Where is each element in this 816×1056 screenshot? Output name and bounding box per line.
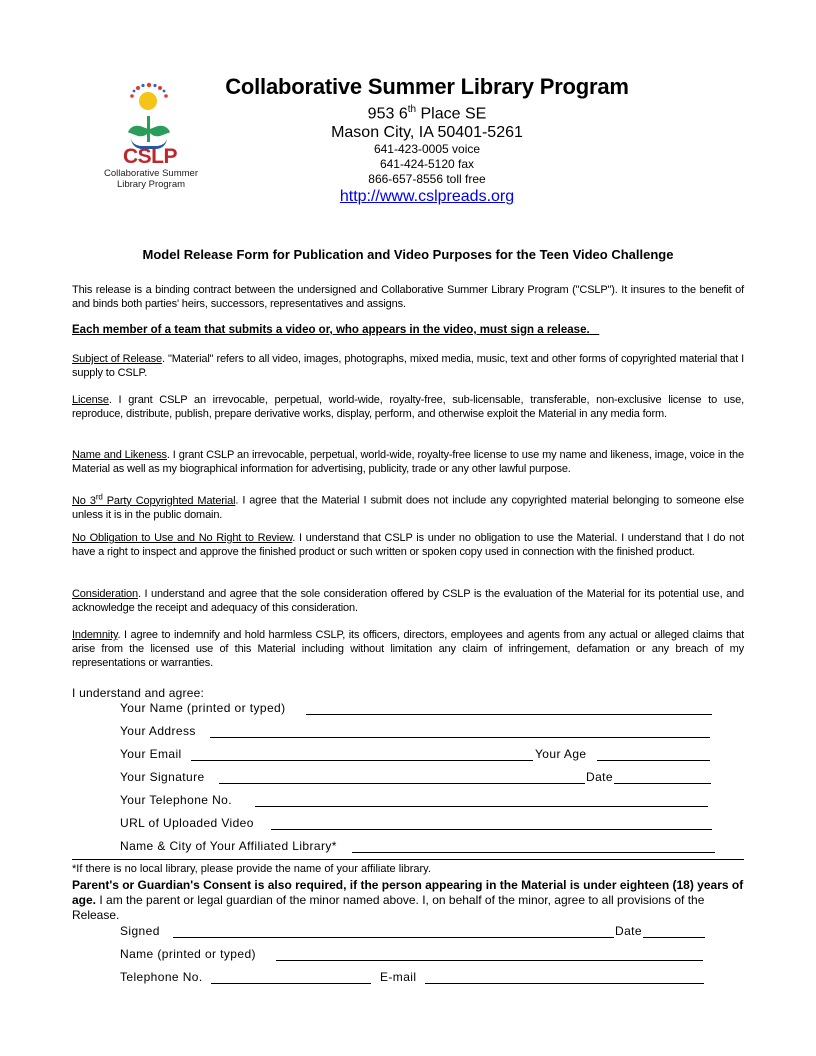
agree-label: I understand and agree:	[72, 686, 205, 700]
section-heading: Name and Likeness	[72, 449, 167, 461]
guardian-telephone-label: Telephone No.	[120, 970, 203, 984]
section-heading: Indemnity	[72, 629, 118, 641]
leaf-icon	[148, 123, 170, 139]
section-text: . "Material" refers to all video, images, photographs, mixed media, music, text and other forms of copyrighted material that I supply to CSLP.	[72, 353, 744, 379]
date-label: Date	[586, 770, 613, 784]
section-heading: Consideration	[72, 588, 138, 600]
section-subject	[72, 352, 744, 380]
sun-icon	[139, 92, 157, 110]
section-heading	[72, 492, 236, 507]
heading-sup: rd	[95, 492, 103, 501]
logo-acronym: CSLP	[123, 145, 178, 168]
section-obligation	[72, 531, 744, 559]
street-number: 953 6	[367, 105, 408, 123]
section-third-party	[72, 490, 744, 522]
heading-post: Party Copyrighted Material	[102, 494, 236, 507]
logo-subtitle	[101, 168, 201, 190]
section-text: . I understand that CSLP is under no obligation to use the Material. I understand that I do not have a right to inspect and approve the finished product or such written or spoken copy used in connection with the finished product.	[72, 532, 744, 558]
guardian-email-field[interactable]	[425, 970, 704, 984]
section-heading: License	[72, 394, 109, 406]
logo-subtitle-line1: Collaborative Summer	[104, 168, 198, 179]
section-text: . I understand and agree that the sole consideration offered by CSLP is the evaluation of the Material for its potential use, and acknowledge the receipt and adequacy of this consideration.	[72, 588, 744, 614]
section-text: . I agree that the Material I submit does not include any copyrighted material belonging to someone else unless it is in the public domain.	[72, 494, 744, 521]
name-label: Your Name (printed or typed)	[120, 701, 286, 715]
section-indemnity	[72, 628, 744, 670]
cslp-logo	[101, 80, 201, 190]
library-field[interactable]	[352, 839, 715, 853]
url-label: URL of Uploaded Video	[120, 816, 254, 830]
guardian-date-label: Date	[615, 924, 642, 938]
guardian-consent	[72, 878, 744, 923]
section-heading: Subject of Release	[72, 353, 162, 365]
section-text: . I grant CSLP an irrevocable, perpetual, world-wide, royalty-free license to use my name and likeness, image, voice in the Material as well as my biographical information for advertising, publicity, trade or any other lawful purpose.	[72, 449, 744, 475]
email-label: Your Email	[120, 747, 182, 761]
guardian-name-label: Name (printed or typed)	[120, 947, 256, 961]
organization-name: Collaborative Summer Library Program	[225, 74, 629, 99]
street-name: Place SE	[416, 105, 487, 123]
separator-line	[72, 859, 744, 860]
website-link[interactable]: http://www.cslpreads.org	[339, 188, 515, 206]
signature-field[interactable]	[219, 770, 585, 784]
telephone-label: Your Telephone No.	[120, 793, 232, 807]
guardian-signature-field[interactable]	[173, 924, 614, 938]
address-label: Your Address	[120, 724, 196, 738]
telephone-field[interactable]	[255, 793, 708, 807]
age-label: Your Age	[535, 747, 587, 761]
guardian-name-field[interactable]	[276, 947, 703, 961]
intro-paragraph: This release is a binding contract between the undersigned and Collaborative Summer Library Program ("CSLP"). It insures to the benefit of and binds both parties' heirs, successors, representatives and assigns.	[72, 284, 744, 310]
logo-subtitle-line2: Library Program	[116, 179, 186, 190]
address-field[interactable]	[210, 724, 710, 738]
library-note: *If there is no local library, please provide the name of your affiliate library.	[72, 863, 431, 875]
team-notice-text: Each member of a team that submits a video or, who appears in the video, must sign a release.	[72, 324, 590, 336]
form-title: Model Release Form for Publication and Video Purposes for the Teen Video Challenge	[142, 247, 674, 262]
section-consideration	[72, 587, 744, 615]
fax-number: 641-424-5120 fax	[379, 157, 475, 172]
guardian-consent-heading: Parent's or Guardian's Consent is also required, if the person appearing in the Material is under eighteen (18) years of age.	[72, 878, 744, 907]
email-field[interactable]	[191, 747, 533, 761]
toll-free-number: 866-657-8556 toll free	[368, 172, 486, 187]
section-likeness	[72, 448, 744, 476]
guardian-consent-text: I am the parent or legal guardian of the minor named above. I, on behalf of the minor, agree to all provisions of the Release.	[72, 893, 705, 922]
section-text: . I grant CSLP an irrevocable, perpetual, world-wide, royalty-free, sub-licensable, transferable, non-exclusive license to use, reproduce, distribute, publish, prepare derivative works, display, perform, and otherwise exploit the Material in any media form.	[72, 394, 744, 420]
team-notice	[72, 324, 599, 336]
city-address: Mason City, IA 50401-5261	[331, 124, 523, 142]
section-text: . I agree to indemnify and hold harmless CSLP, its officers, directors, employees and agents from any actual or alleged claims that arise from the licensed use of this Material including without limitation any claim of infringement, defamation or any breach of my representations or warranties.	[72, 629, 744, 669]
street-address	[200, 100, 654, 123]
signature-label: Your Signature	[120, 770, 205, 784]
heading-pre: No 3	[72, 494, 96, 507]
section-heading: No Obligation to Use and No Right to Review	[72, 532, 293, 544]
guardian-telephone-field[interactable]	[211, 970, 371, 984]
voice-phone: 641-423-0005 voice	[373, 142, 481, 157]
guardian-email-label: E-mail	[380, 970, 417, 984]
guardian-signed-label: Signed	[120, 924, 160, 938]
library-label: Name & City of Your Affiliated Library*	[120, 839, 337, 853]
age-field[interactable]	[597, 747, 710, 761]
letterhead	[200, 72, 654, 207]
section-license	[72, 393, 744, 421]
date-field[interactable]	[614, 770, 711, 784]
name-field[interactable]	[306, 701, 712, 715]
street-suffix: th	[407, 104, 417, 115]
url-field[interactable]	[271, 816, 712, 830]
guardian-date-field[interactable]	[643, 924, 705, 938]
